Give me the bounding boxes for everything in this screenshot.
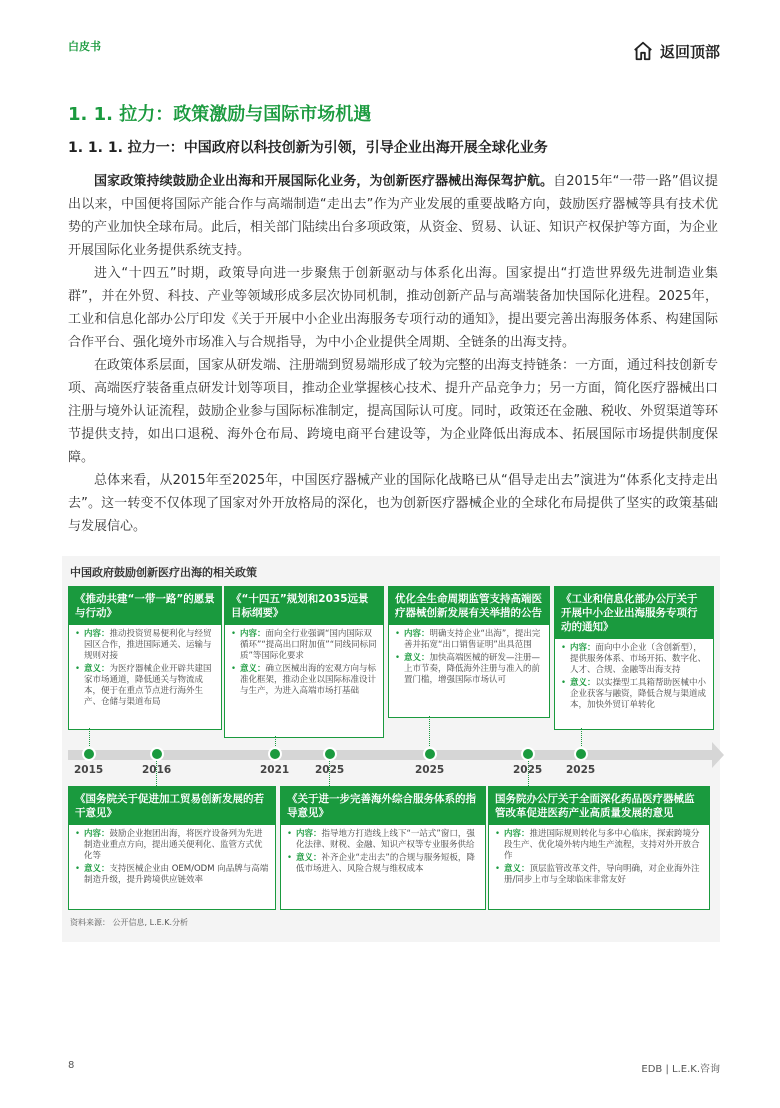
policy-card: 《“十四五”规划和2035远景目标纲要》 • 内容：面向全行业强调“国内国际双循环”“提高出口附加值”“同线同标同质”等国际化要求 • 意义：确立医械出海的宏观方向与标准化框架，推动企业以国际标准设计与生产，为进入高端市场打基础: [224, 586, 384, 738]
paragraph: 在政策体系层面，国家从研发端、注册端到贸易端形成了较为完整的出海支持链条：一方面，通过科技创新专项、高端医疗装备重点研发计划等项目，推动企业掌握核心技术、提升产品竞争力；另一方面，简化医疗器械出口注册与境外认证流程，鼓励企业参与国际标准制定，提高国际认可度。同时，政策还在金融、税收、外贸渠道等环节提供支持，如出口退税、海外仓布局、跨境电商平台建设等，为企业降低出海成本、拓展国际市场提供制度保障。: [68, 358, 719, 465]
policy-card: 《国务院关于促进加工贸易创新发展的若干意见》 • 内容：鼓励企业抱团出海，将医疗设备列为先进制造业重点方向，提出通关便利化、监管方式优化等 • 意义：支持医械企业由 OEM/ODM 向品牌与高端制造升级，提升跨境供应链效率: [68, 786, 276, 910]
timeline-year: 2025: [315, 764, 345, 776]
policy-card: 优化全生命周期监管支持高端医疗器械创新发展有关举措的公告 • 内容：明确支持企业“出海”，提出完善并拓宽“出口销售证明”出具范围 • 意义：加快高端医械的研发—注册—上市节奏，降低海外注册与准入的前置门槛，增强国际市场认可: [388, 586, 550, 718]
paragraph: 国家政策持续鼓励企业出海和开展国际化业务，为创新医疗器械出海保驾护航。自2015年“一带一路”倡议提出以来，中国便将国际产能合作与高端制造“走出去”作为产业发展的重要战略方向，鼓励医疗器械等具有技术优势的产业加快全球布局。此后，相关部门陆续出台多项政策，从资金、贸易、认证、知识产权保护等方面，为企业开展国际化业务提供系统支持。: [68, 174, 719, 258]
timeline-year: 2015: [74, 764, 104, 776]
timeline-dot: [423, 747, 437, 761]
policy-card-title: 国务院办公厅关于全面深化药品医疗器械监管改革促进医药产业高质量发展的意见: [489, 787, 709, 825]
timeline-year: 2025: [566, 764, 596, 776]
subsection-heading: 1. 1. 1. 拉力一：中国政府以科技创新为引领，引导企业出海开展全球化业务: [68, 140, 548, 156]
policy-card: 《工业和信息化部办公厅关于开展中小企业出海服务专项行动的通知》 • 内容：面向中小企业（含创新型），提供服务体系、市场开拓、数字化、人才、合规、金融等出海支持 • 意义：以实操型工具箱帮助医械中小企业获客与融资，降低合规与渠道成本，加快外贸订单转化: [554, 586, 714, 730]
timeline-year: 2025: [513, 764, 543, 776]
figure-title: 中国政府鼓励创新医疗出海的相关政策: [70, 566, 257, 579]
paragraph: 总体来看，从2015年至2025年，中国医疗器械产业的国际化战略已从“倡导走出去”演进为“体系化支持走出去”。这一转变不仅体现了国家对外开放格局的深化，也为创新医疗器械企业的全球化布局提供了坚实的政策基础与发展信心。: [68, 473, 718, 534]
timeline-year: 2025: [415, 764, 445, 776]
timeline-dot: [82, 747, 96, 761]
timeline-year: 2016: [142, 764, 172, 776]
policy-figure: [62, 556, 720, 942]
body-text: [68, 170, 718, 538]
figure-source: 资料来源： 公开信息, L.E.K.分析: [70, 918, 189, 927]
policy-card-title: 《国务院关于促进加工贸易创新发展的若干意见》: [69, 787, 275, 825]
timeline-dot: [323, 747, 337, 761]
back-to-top-label: 返回顶部: [659, 42, 720, 61]
footer-brand: EDB | L.E.K.咨询: [641, 1064, 720, 1075]
policy-card-title: 《工业和信息化部办公厅关于开展中小企业出海服务专项行动的通知》: [555, 587, 713, 639]
policy-card-title: 《关于进一步完善海外综合服务体系的指导意见》: [281, 787, 485, 825]
timeline-dot: [574, 747, 588, 761]
policy-card-title: 优化全生命周期监管支持高端医疗器械创新发展有关举措的公告: [389, 587, 549, 625]
page-number: 8: [68, 1060, 75, 1071]
timeline-dot: [268, 747, 282, 761]
policy-card: 《推动共建“一带一路”的愿景与行动》 • 内容：推动投资贸易便利化与经贸园区合作，推进国际通关、运输与规则对接 • 意义：为医疗器械企业开辟共建国家市场通道，降低通关与物流成本，便于在重点节点进行海外生产、仓储与渠道布局: [68, 586, 222, 730]
doc-type-label: 白皮书: [68, 40, 101, 53]
paragraph: 进入“十四五”时期，政策导向进一步聚焦于创新驱动与体系化出海。国家提出“打造世界级先进制造业集群”，并在外贸、科技、产业等领域形成多层次协同机制，推动创新产品与高端装备加快国际化进程。2025年，工业和信息化部办公厅印发《关于开展中小企业出海服务专项行动的通知》，提出要完善出海服务体系、构建国际合作平台、强化境外市场准入与合规指导，为中小企业提供全周期、全链条的出海支持。: [68, 266, 718, 350]
timeline-bar: [68, 750, 714, 760]
timeline-dot: [521, 747, 535, 761]
timeline-arrow: [712, 742, 724, 768]
section-heading: 1. 1. 拉力：政策激励与国际市场机遇: [68, 104, 372, 125]
policy-card: 国务院办公厅关于全面深化药品医疗器械监管改革促进医药产业高质量发展的意见 • 内容：推进国际规则转化与多中心临床，探索跨境分段生产、优化境外转内地生产流程，支持对外开放合作 • 意义：顶层监管改革文件，导向明确，对企业海外注册/同步上市与全球临床非常友好: [488, 786, 710, 910]
timeline-dot: [150, 747, 164, 761]
timeline-year: 2021: [260, 764, 290, 776]
policy-card-title: 《推动共建“一带一路”的愿景与行动》: [69, 587, 221, 625]
policy-card-title: 《“十四五”规划和2035远景目标纲要》: [225, 587, 383, 625]
back-to-top-button[interactable]: [632, 40, 720, 62]
home-icon: [632, 40, 654, 62]
policy-card: 《关于进一步完善海外综合服务体系的指导意见》 • 内容：指导地方打造线上线下“一站式”窗口，强化法律、财税、金融、知识产权等专业服务供给 • 意义：补齐企业“走出去”的合规与服务短板，降低市场进入、风险合规与维权成本: [280, 786, 486, 910]
